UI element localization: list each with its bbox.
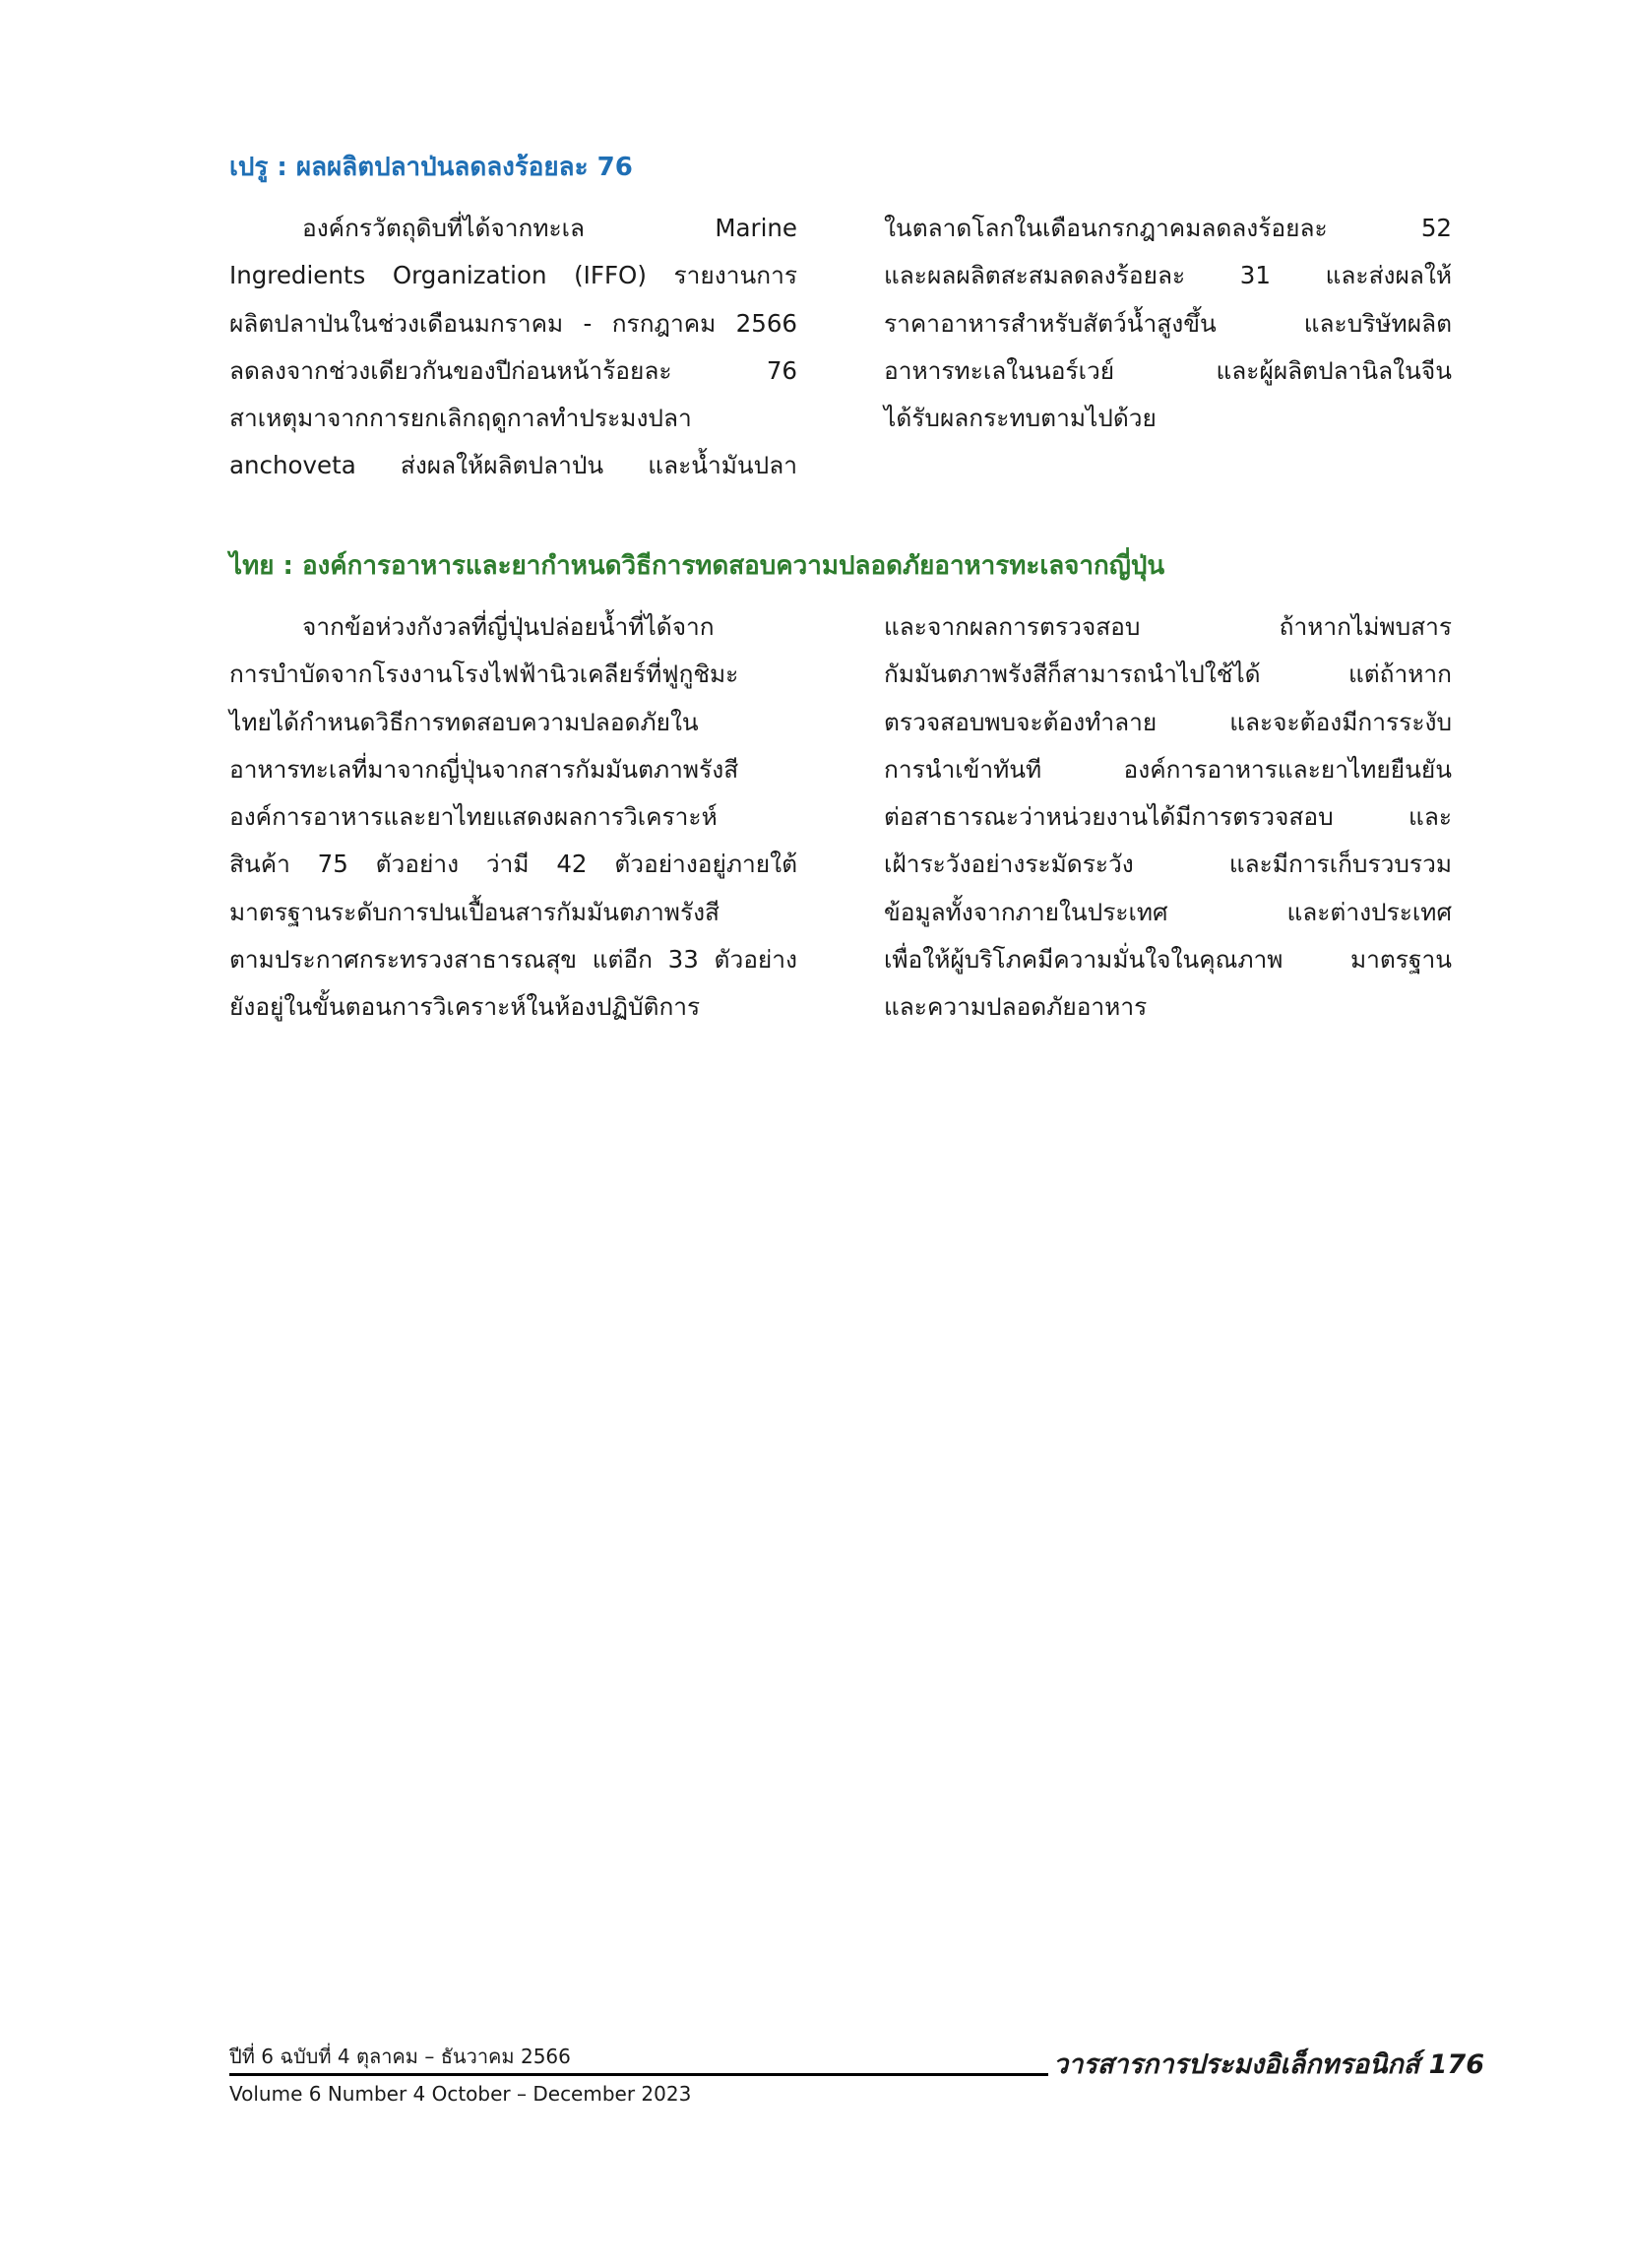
- text-line: ตรวจสอบพบจะต้องทำลาย และจะต้องมีการระงับ: [884, 707, 1452, 736]
- left-column: [229, 603, 797, 1032]
- text-line: และผลผลิตสะสมลดลงร้อยละ 31 และส่งผลให้: [884, 261, 1452, 290]
- text-line: และจากผลการตรวจสอบ ถ้าหากไม่พบสาร: [884, 612, 1452, 641]
- text-line: อาหารทะเลที่มาจากญี่ปุ่นจากสารกัมมันตภาพรังสี: [229, 754, 739, 784]
- footer-issue-thai: ปีที่ 6 ฉบับที่ 4 ตุลาคม – ธันวาคม 2566: [229, 2045, 571, 2068]
- text-line: จากข้อห่วงกังวลที่ญี่ปุ่นปล่อยน้ำที่ได้จาก: [302, 612, 715, 641]
- text-line: ได้รับผลกระทบตามไปด้วย: [884, 404, 1157, 433]
- section-heading: ไทย : องค์การอาหารและยากำหนดวิธีการทดสอบความปลอดภัยอาหารทะเลจากญี่ปุ่น: [229, 551, 1165, 581]
- footer-issue-english: Volume 6 Number 4 October – December 2023: [229, 2082, 692, 2106]
- text-line: เพื่อให้ผู้บริโภคมีความมั่นใจในคุณภาพ มาตรฐาน: [884, 945, 1452, 975]
- text-line: ราคาอาหารสำหรับสัตว์น้ำสูงขึ้น และบริษัทผลิต: [884, 308, 1452, 338]
- text-line: องค์การอาหารและยาไทยแสดงผลการวิเคราะห์: [229, 802, 718, 832]
- left-column: [229, 205, 797, 490]
- text-line: ตามประกาศกระทรวงสาธารณสุข แต่อีก 33 ตัวอย่าง: [229, 945, 797, 975]
- footer-journal-title: วารสารการประมงอิเล็กทรอนิกส์ 176: [1053, 2049, 1484, 2080]
- text-line: สินค้า 75 ตัวอย่าง ว่ามี 42 ตัวอย่างอยู่ภายใต้: [229, 850, 797, 879]
- text-line: ต่อสาธารณะว่าหน่วยงานได้มีการตรวจสอบ และ: [884, 802, 1452, 832]
- text-line: องค์กรวัตถุดิบที่ได้จากทะเล Marine: [302, 214, 797, 242]
- text-line: อาหารทะเลในนอร์เวย์ และผู้ผลิตปลานิลในจีน: [884, 355, 1452, 385]
- text-line: anchoveta ส่งผลให้ผลิตปลาป่น และน้ำมันปลา: [229, 451, 797, 480]
- text-line: สาเหตุมาจากการยกเลิกฤดูกาลทำประมงปลา: [229, 404, 692, 433]
- text-line: มาตรฐานระดับการปนเปื้อนสารกัมมันตภาพรังสี: [229, 897, 720, 926]
- text-line: กัมมันตภาพรังสีก็สามารถนำไปใช้ได้ แต่ถ้าหาก: [884, 660, 1452, 689]
- text-line: ผลิตปลาป่นในช่วงเดือนมกราคม - กรกฎาคม 2566: [229, 308, 797, 338]
- text-line: การนำเข้าทันที องค์การอาหารและยาไทยยืนยัน: [884, 754, 1452, 784]
- right-column: [884, 205, 1452, 442]
- text-line: ในตลาดโลกในเดือนกรกฎาคมลดลงร้อยละ 52: [884, 214, 1452, 242]
- footer-divider: [229, 2073, 1048, 2076]
- text-line: ยังอยู่ในขั้นตอนการวิเคราะห์ในห้องปฏิบัติการ: [229, 992, 701, 1022]
- text-line: ไทยได้กำหนดวิธีการทดสอบความปลอดภัยใน: [229, 707, 699, 736]
- right-column: [884, 603, 1452, 1032]
- text-line: ลดลงจากช่วงเดียวกันของปีก่อนหน้าร้อยละ 76: [229, 355, 797, 385]
- text-line: เฝ้าระวังอย่างระมัดระวัง และมีการเก็บรวบรวม: [884, 850, 1452, 879]
- text-line: Ingredients Organization (IFFO) รายงานการ: [229, 261, 797, 290]
- section-thailand: [229, 546, 1460, 1022]
- section-peru: [229, 148, 1460, 480]
- text-line: และความปลอดภัยอาหาร: [884, 992, 1148, 1022]
- section-heading: เปรู : ผลผลิตปลาป่นลดลงร้อยละ 76: [229, 153, 633, 182]
- text-line: ข้อมูลทั้งจากภายในประเทศ และต่างประเทศ: [884, 897, 1452, 926]
- text-line: การบำบัดจากโรงงานโรงไฟฟ้านิวเคลียร์ที่ฟูกูชิมะ: [229, 660, 739, 689]
